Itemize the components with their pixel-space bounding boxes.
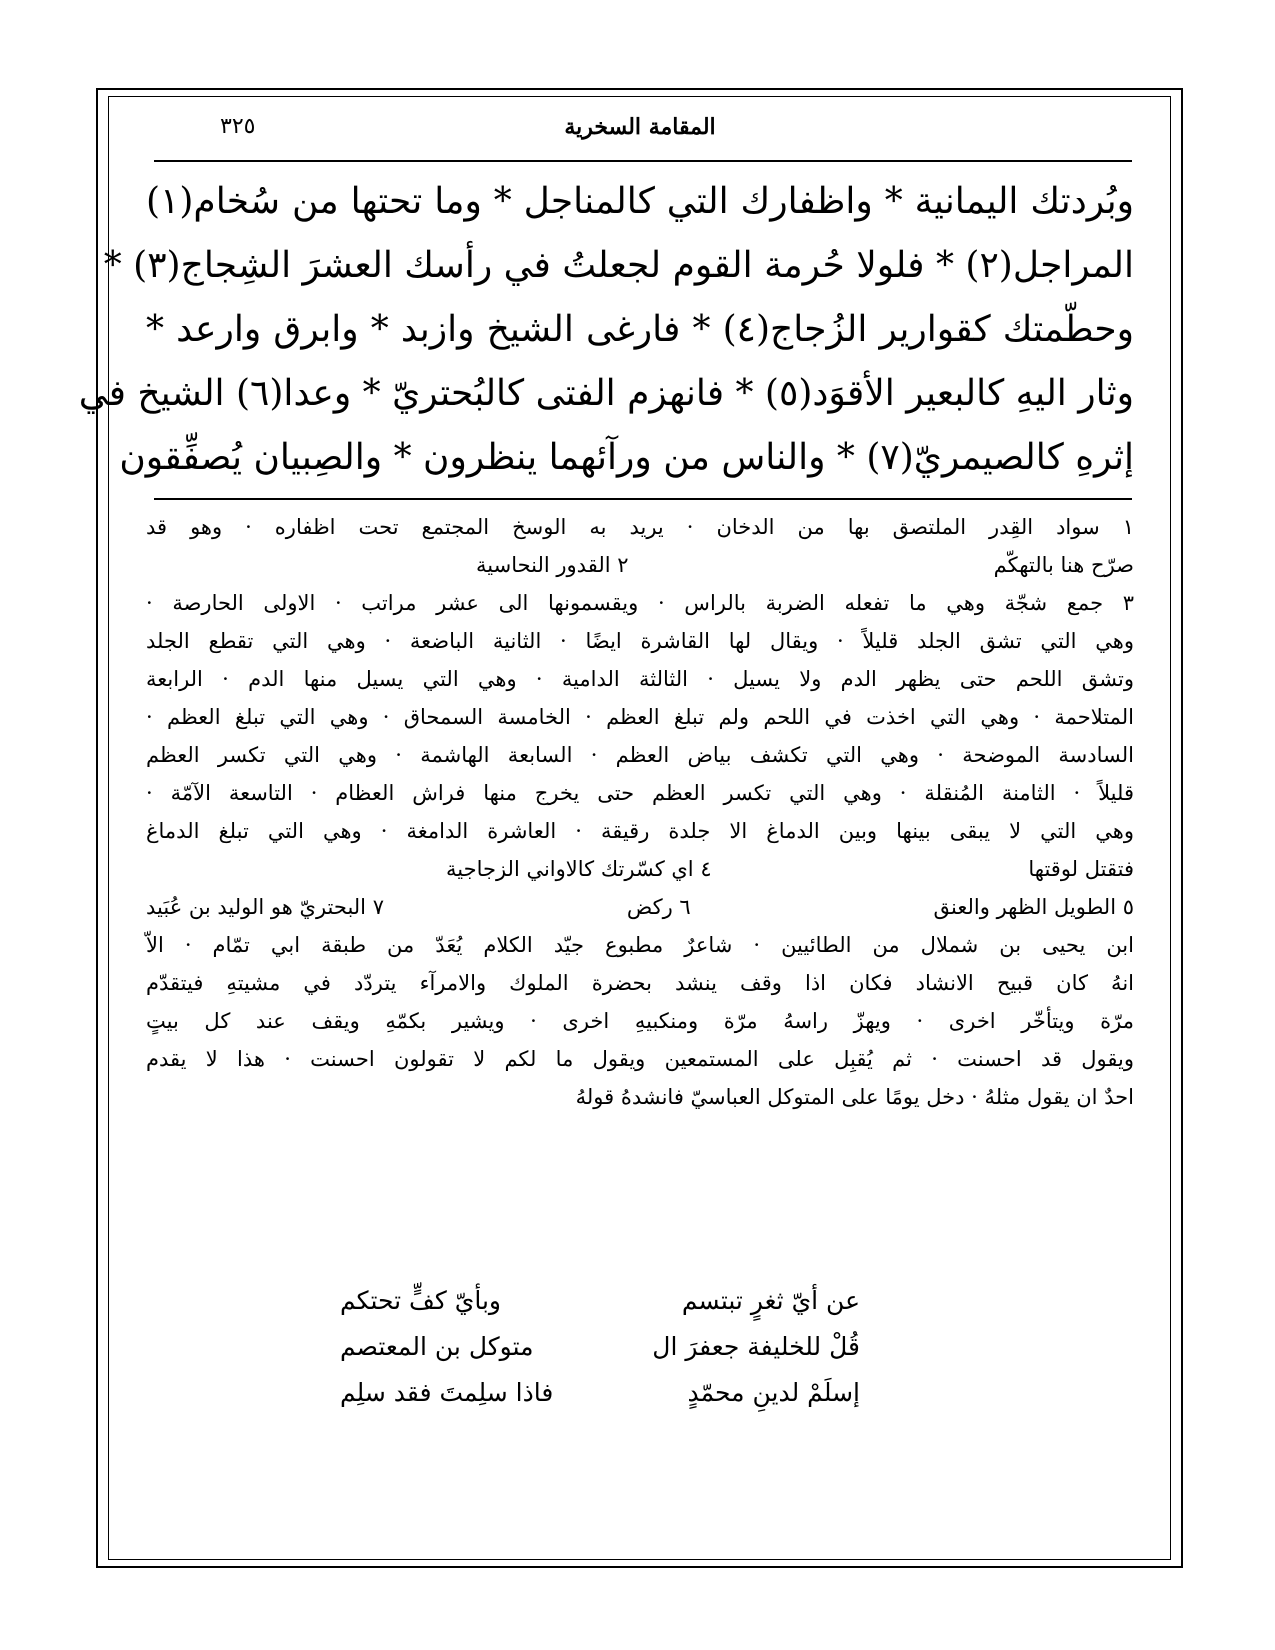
footnote-line: ابن يحيى بن شملال من الطائيين · شاعرٌ مطبوع جيّد الكلام يُعَدّ من طبقة ابي تمّام · الاّ	[146, 933, 1134, 957]
footnote-line: مرّة ويتأخّر اخرى · ويهزّ راسهُ مرّة ومنكبيهِ اخرى · ويشير بكمّهِ ويقف عند كل بيتٍ	[146, 1009, 1134, 1033]
chapter-title: المقامة السخرية	[564, 114, 716, 140]
footnote-line: ٣ جمع شجّة وهي ما تفعله الضربة بالراس · ويقسمونها الى عشر مراتب · الاولى الحارصة ·	[146, 591, 1134, 615]
verse-line	[340, 1324, 860, 1370]
page-number: ٣٢٥	[220, 114, 256, 139]
footnote-text: ٧ البحتريّ هو الوليد بن عُبَيد	[146, 895, 384, 919]
verse-first-hemistich: عن أيّ ثغرٍ تبتسم	[681, 1286, 860, 1315]
verse-line	[340, 1278, 860, 1324]
footnote-line: وتشق اللحم حتى يظهر الدم ولا يسيل · الثالثة الدامية · وهي التي يسيل منها الدم · الرابعة	[146, 667, 1134, 691]
footnote-line: احدٌ ان يقول مثلهُ · دخل يومًا على المتوكل العباسيّ فانشدهُ قولهُ	[575, 1085, 1134, 1109]
header-divider	[154, 160, 1132, 162]
footnote-line	[140, 546, 1140, 584]
verse-first-hemistich: قُلْ للخليفة جعفرَ ال	[652, 1332, 860, 1361]
footnote-text: ٦ ركض	[626, 895, 691, 919]
main-text-line: المراجل(٢) * فلولا حُرمة القوم لجعلتُ في رأسك العشرَ الشِجاج(٣) *	[103, 245, 1134, 286]
footnote-text: ٢ القدور النحاسية	[476, 553, 629, 577]
main-text-line: إثرهِ كالصيمريّ(٧) * والناس من ورآئهما ينظرون * والصِبيان يُصفِّقون	[119, 437, 1134, 478]
footnote-text: صرّح هنا بالتهكّم	[993, 553, 1134, 577]
footnote-divider	[154, 498, 1132, 500]
running-header	[140, 114, 1140, 148]
verse-second-hemistich: وبأيّ كفٍّ تحتكم	[340, 1286, 501, 1315]
footnotes-block	[140, 508, 1140, 1116]
verse-second-hemistich: متوكل بن المعتصم	[340, 1332, 534, 1361]
verse-line	[340, 1370, 860, 1416]
footnote-line: وهي التي تشق الجلد قليلاً · ويقال لها القاشرة ايضًا · الثانية الباضعة · وهي التي تقطع الجلد	[146, 629, 1134, 653]
footnote-line	[140, 850, 1140, 888]
footnote-line: انهُ كان قبيح الانشاد فكان اذا وقف ينشد بحضرة الملوك والامرآء يتردّد في مشيتهِ فيتقدّم	[146, 971, 1134, 995]
footnote-line: ويقول قد احسنت · ثم يُقبِل على المستمعين ويقول ما لكم لا تقولون احسنت · هذا لا يقدم	[146, 1047, 1134, 1071]
footnote-line	[140, 888, 1140, 926]
footnote-text: فتقتل لوقتها	[1028, 857, 1134, 881]
verse-first-hemistich: إسلَمْ لدينِ محمّدٍ	[687, 1378, 860, 1407]
footnote-text: ٥ الطويل الظهر والعنق	[933, 895, 1134, 919]
footnote-line: المتلاحمة · وهي التي اخذت في اللحم ولم تبلغ العظم · الخامسة السمحاق · وهي التي تبلغ العظم ·	[146, 705, 1134, 729]
footnote-line: السادسة الموضحة · وهي التي تكشف بياض العظم · السابعة الهاشمة · وهي التي تكسر العظم	[146, 743, 1134, 767]
footnote-line: ١ سواد القِدر الملتصق بها من الدخان · يريد به الوسخ المجتمع تحت اظفاره · وهو قد	[146, 515, 1134, 539]
main-text-line: وحطّمتك كقوارير الزُجاج(٤) * فارغى الشيخ وازبد * وابرق وارعد *	[146, 309, 1134, 350]
footnote-line: وهي التي لا يبقى بينها وبين الدماغ الا جلدة رقيقة · العاشرة الدامغة · وهي التي تبلغ الدماغ	[146, 819, 1134, 843]
poem-verses	[340, 1278, 860, 1416]
verse-second-hemistich: فاذا سلِمتَ فقد سلِم	[340, 1378, 554, 1407]
book-page	[78, 100, 1140, 1550]
footnote-line: قليلاً · الثامنة المُنقلة · وهي التي تكسر العظم حتى يخرج منها فراش العظام · التاسعة الآمّة ·	[146, 781, 1134, 805]
main-text-line: وثار اليهِ كالبعير الأقوَد(٥) * فانهزم الفتى كالبُحتريّ * وعدا(٦) الشيخ في	[78, 373, 1134, 414]
footnote-text: ٤ اي كسّرتك كالاواني الزجاجية	[446, 857, 712, 881]
main-text-line: وبُردتك اليمانية * واظفارك التي كالمناجل * وما تحتها من سُخام(١)	[146, 181, 1134, 222]
main-text-block	[78, 170, 1140, 490]
